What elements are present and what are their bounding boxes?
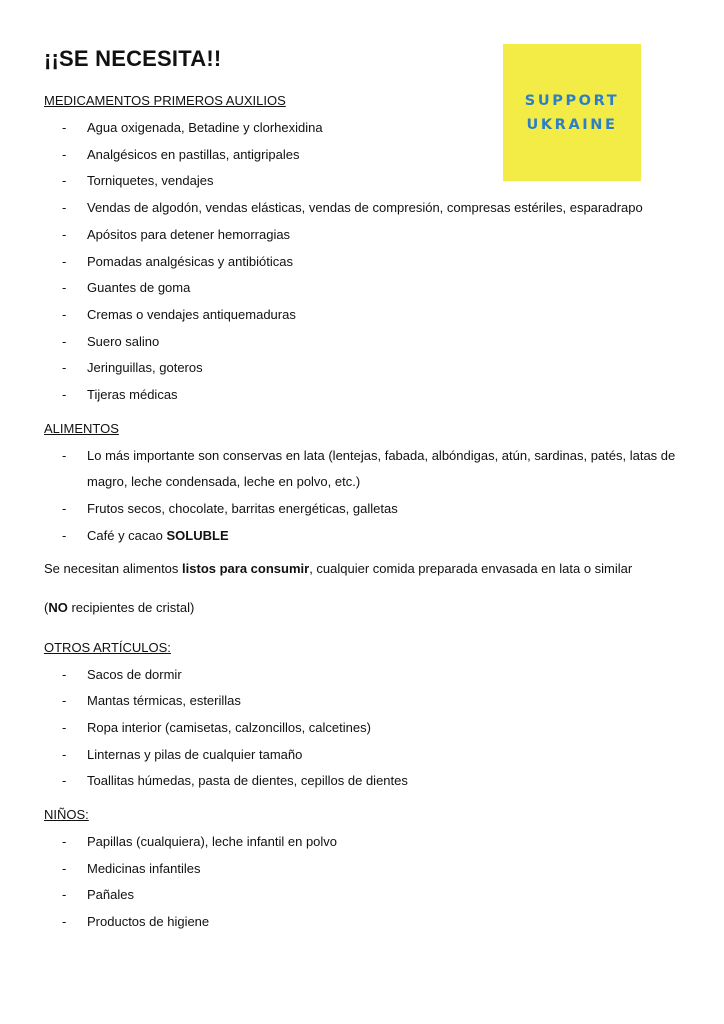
- bullet-dash: -: [62, 360, 67, 376]
- bullet-dash: -: [62, 333, 67, 349]
- list-item: [44, 329, 684, 356]
- list-otros: [44, 662, 684, 796]
- note-text: (: [44, 599, 49, 615]
- list-item: [44, 742, 684, 769]
- list-item: [44, 142, 684, 169]
- list-item: [44, 829, 684, 856]
- bullet-dash: -: [62, 666, 67, 682]
- list-item: [44, 302, 684, 329]
- list-item-text: Jeringuillas, goteros: [87, 360, 203, 376]
- logo-line-ukraine: UKRAINE: [526, 116, 618, 133]
- list-item-text: Frutos secos, chocolate, barritas energéticas, galletas: [87, 501, 398, 517]
- section-heading-ninos: NIÑOS:: [44, 807, 89, 823]
- list-item: [44, 355, 684, 382]
- note-text: recipientes de cristal): [67, 599, 195, 615]
- list-item-text: Guantes de goma: [87, 280, 191, 296]
- bullet-dash: -: [62, 914, 67, 930]
- list-item: [44, 382, 684, 409]
- list-item: [44, 115, 684, 142]
- list-item-bold-text: SOLUBLE: [166, 527, 229, 543]
- cristal-note: [44, 598, 684, 618]
- bullet-dash: -: [62, 773, 67, 789]
- bullet-dash: -: [62, 226, 67, 242]
- list-item: [44, 222, 684, 249]
- bullet-dash: -: [62, 860, 67, 876]
- list-item: [44, 443, 684, 496]
- bullet-dash: -: [62, 527, 67, 543]
- list-item-text: Productos de higiene: [87, 914, 210, 930]
- logo-line-support: SUPPORT: [524, 92, 620, 109]
- section-heading-medicamentos: MEDICAMENTOS PRIMEROS AUXILIOS: [44, 93, 286, 108]
- alimentos-note: [44, 559, 684, 579]
- bullet-dash: -: [62, 834, 67, 850]
- bullet-dash: -: [62, 306, 67, 322]
- bullet-dash: -: [62, 887, 67, 903]
- bullet-dash: -: [62, 173, 67, 189]
- list-item-text: Papillas (cualquiera), leche infantil en polvo: [87, 834, 338, 850]
- list-item: [44, 768, 684, 795]
- list-item-text: Vendas de algodón, vendas elásticas, vendas de compresión, compresas estériles, esparadrapo: [87, 200, 643, 216]
- bullet-dash: -: [62, 746, 67, 762]
- bullet-dash: -: [62, 200, 67, 216]
- list-item-text: Sacos de dormir: [87, 666, 182, 682]
- list-item-text: Pañales: [87, 887, 134, 903]
- list-item-text: Analgésicos en pastillas, antigripales: [87, 146, 300, 162]
- bullet-dash: -: [62, 120, 67, 135]
- list-item: [44, 275, 684, 302]
- page-title: ¡¡SE NECESITA!!: [44, 46, 222, 71]
- list-item-text: Suero salino: [87, 333, 160, 349]
- note-text: , cualquier comida preparada envasada en lata o similar: [309, 560, 633, 576]
- list-item: [44, 882, 684, 909]
- list-alimentos: [44, 443, 684, 550]
- bullet-dash: -: [62, 387, 67, 403]
- list-item-text: Café y cacao: [87, 527, 167, 543]
- list-medicamentos: [44, 115, 684, 409]
- list-item-text: Linternas y pilas de cualquier tamaño: [87, 746, 303, 762]
- list-item-text: Tijeras médicas: [87, 387, 178, 403]
- list-item-text: Torniquetes, vendajes: [87, 173, 214, 189]
- bullet-dash: -: [62, 146, 67, 162]
- list-item-text: Toallitas húmedas, pasta de dientes, cepillos de dientes: [87, 773, 408, 789]
- list-item: [44, 909, 684, 936]
- list-item-text: Apósitos para detener hemorragias: [87, 226, 291, 242]
- note-bold-text: listos para consumir: [182, 560, 310, 576]
- list-item: [44, 523, 684, 550]
- section-heading-alimentos: ALIMENTOS: [44, 420, 119, 436]
- list-item: [44, 496, 684, 523]
- document-content: [44, 90, 684, 936]
- list-item: [44, 249, 684, 276]
- bullet-dash: -: [62, 693, 67, 709]
- bullet-dash: -: [62, 501, 67, 517]
- list-item-text: Agua oxigenada, Betadine y clorhexidina: [87, 120, 323, 135]
- list-item-text: Medicinas infantiles: [87, 860, 201, 876]
- list-item: [44, 168, 684, 195]
- list-ninos: [44, 829, 684, 936]
- list-item: [44, 688, 684, 715]
- list-item-text: Mantas térmicas, esterillas: [87, 693, 241, 709]
- list-item: [44, 856, 684, 883]
- list-item-text: Lo más importante son conservas en lata (lentejas, fabada, albóndigas, atún, sardinas, patés, latas de magro, leche condensada, leche en polvo, etc.): [87, 447, 676, 490]
- note-text: Se necesitan alimentos: [44, 560, 183, 576]
- list-item: [44, 195, 684, 222]
- bullet-dash: -: [62, 253, 67, 269]
- section-heading-otros: OTROS ARTÍCULOS:: [44, 639, 171, 655]
- list-item: [44, 662, 684, 689]
- bullet-dash: -: [62, 719, 67, 735]
- list-item: [44, 715, 684, 742]
- bullet-dash: -: [62, 447, 67, 463]
- list-item-text: Ropa interior (camisetas, calzoncillos, calcetines): [87, 719, 371, 735]
- list-item-text: Pomadas analgésicas y antibióticas: [87, 253, 293, 269]
- note-bold-text: NO: [48, 599, 68, 615]
- list-item-text: Cremas o vendajes antiquemaduras: [87, 306, 296, 322]
- bullet-dash: -: [62, 280, 67, 296]
